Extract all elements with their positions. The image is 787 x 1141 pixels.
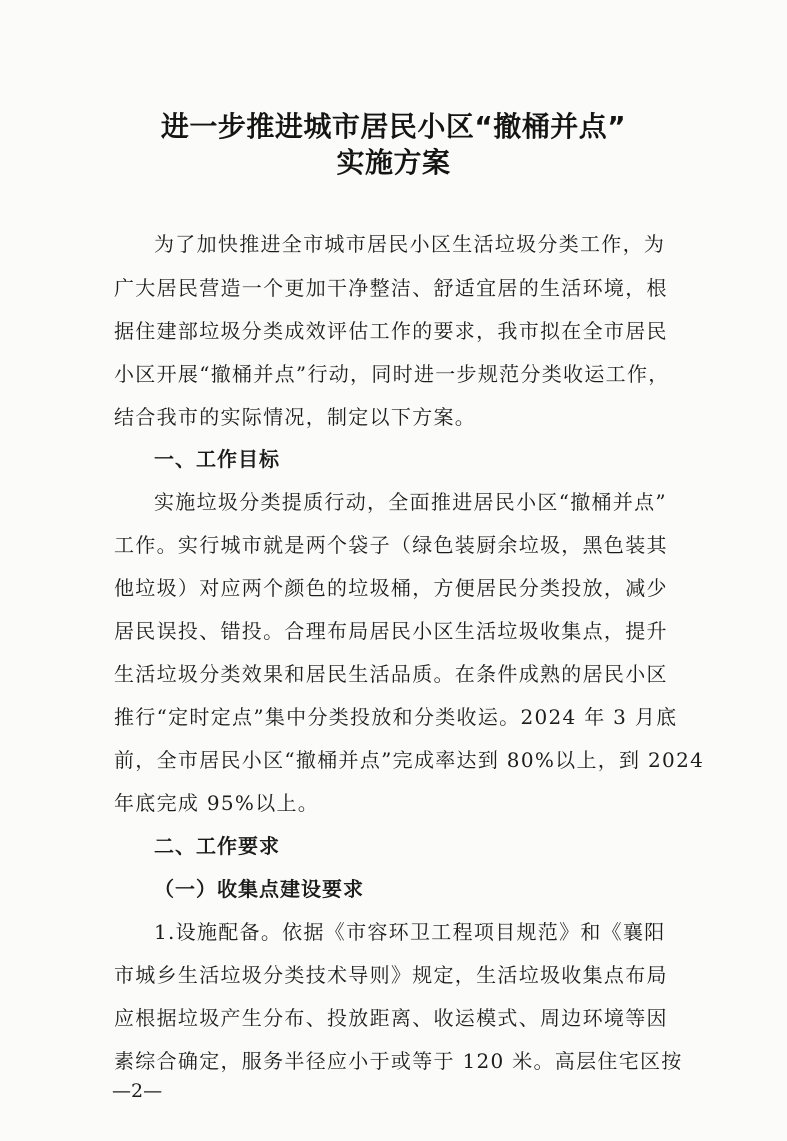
document-title-line-1: 进一步推进城市居民小区“撤桶并点” — [160, 110, 627, 143]
paragraph-line: 为了加快推进全市城市居民小区生活垃圾分类工作，为 — [154, 232, 666, 256]
paragraph-line: 小区开展“撤桶并点”行动，同时进一步规范分类收运工作， — [114, 362, 670, 386]
paragraph-line: 他垃圾）对应两个颜色的垃圾桶，方便居民分类投放，减少 — [114, 576, 668, 600]
section-heading-requirements: 二、工作要求 — [154, 834, 280, 858]
paragraph-line: 工作。实行城市就是两个袋子（绿色装厨余垃圾，黑色装其 — [114, 533, 668, 557]
paragraph-line: 1.设施配备。依据《市容环卫工程项目规范》和《襄阳 — [154, 920, 666, 944]
page-number: —2— — [112, 1080, 163, 1102]
document-title-line-2: 实施方案 — [336, 146, 451, 179]
paragraph-line: 年底完成 95%以上。 — [114, 791, 320, 815]
paragraph-line: 应根据垃圾产生分布、投放距离、收运模式、周边环境等因 — [114, 1006, 668, 1030]
paragraph-line: 前，全市居民小区“撤桶并点”完成率达到 80%以上，到 2024 — [114, 748, 705, 772]
paragraph-line: 市城乡生活垃圾分类技术导则》规定，生活垃圾收集点布局 — [114, 963, 668, 987]
paragraph-line: 结合我市的实际情况，制定以下方案。 — [114, 405, 477, 429]
section-heading-goals: 一、工作目标 — [154, 447, 280, 471]
paragraph-line: 广大居民营造一个更加干净整洁、舒适宜居的生活环境，根 — [114, 276, 668, 300]
paragraph-line: 居民误投、错投。合理布局居民小区生活垃圾收集点，提升 — [114, 619, 668, 643]
paragraph-line: 推行“定时定点”集中分类投放和分类收运。2024 年 3 月底 — [114, 705, 678, 729]
paragraph-line: 生活垃圾分类效果和居民生活品质。在条件成熟的居民小区 — [114, 662, 668, 686]
subsection-heading-collection-points: （一）收集点建设要求 — [154, 877, 364, 901]
paragraph-line: 实施垃圾分类提质行动，全面推进居民小区“撤桶并点” — [154, 490, 667, 514]
paragraph-line: 据住建部垃圾分类成效评估工作的要求，我市拟在全市居民 — [114, 319, 668, 343]
paragraph-line: 素综合确定，服务半径应小于或等于 120 米。高层住宅区按 — [114, 1049, 683, 1073]
